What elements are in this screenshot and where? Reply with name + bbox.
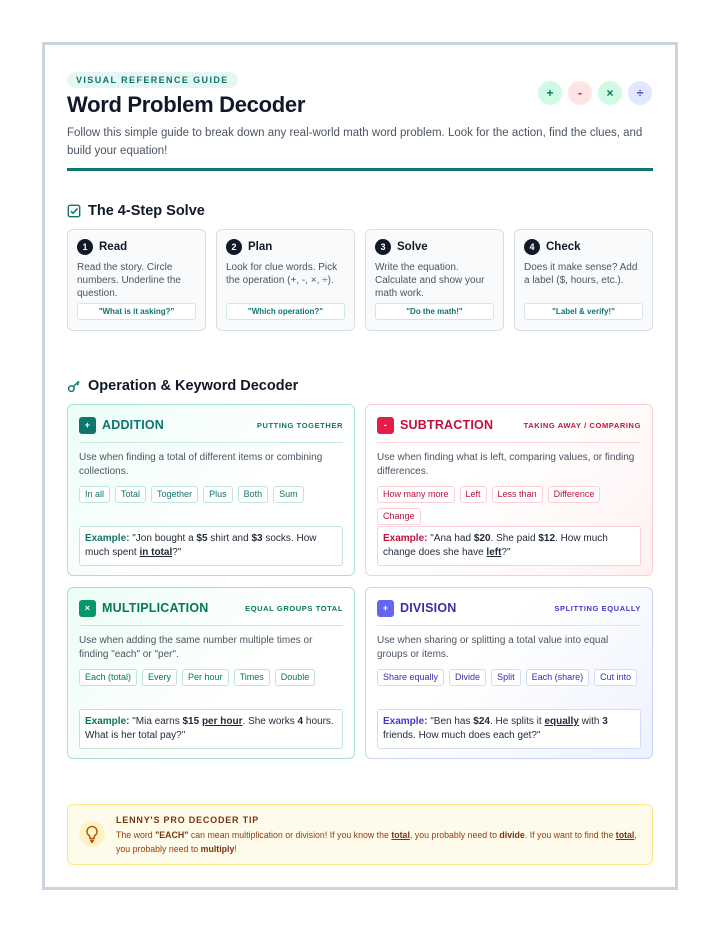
step-title: Check	[546, 241, 581, 253]
tip-title: LENNY'S PRO DECODER TIP	[116, 815, 260, 825]
step-number: 1	[77, 239, 93, 255]
times-icon: ×	[79, 600, 96, 617]
keyword-chips	[79, 669, 343, 686]
plus-icon: +	[79, 417, 96, 434]
header-divider	[67, 168, 653, 171]
keyword-chip: Split	[491, 669, 521, 686]
intro-text: Follow this simple guide to break down any real-world math word problem. Look for the action, find the clues, and build your equation!	[67, 127, 643, 157]
step-tag: "Do the math!"	[375, 303, 494, 320]
example-text: socks. How much spent	[85, 533, 317, 558]
card-divider	[377, 442, 641, 443]
card-title: DIVISION	[400, 601, 457, 615]
keyword-chip: Times	[234, 669, 270, 686]
example-text: "Ana had	[427, 533, 474, 544]
times-icon: ×	[598, 81, 622, 105]
step-title: Plan	[248, 241, 273, 253]
guide-badge: VISUAL REFERENCE GUIDE	[67, 72, 238, 88]
minus-icon: -	[568, 81, 592, 105]
card-subtitle: PUTTING TOGETHER	[256, 420, 343, 430]
tip-text: , you probably need to	[409, 830, 500, 840]
example-text: ?"	[501, 547, 511, 558]
keyword-chips	[377, 669, 641, 686]
tip-body	[116, 828, 646, 856]
tip-keyword: multiply	[200, 844, 235, 854]
key-icon	[67, 379, 81, 393]
card-desc: Use when adding the same number multiple times or finding "each" or "per".	[79, 635, 313, 660]
card-subtitle: TAKING AWAY / COMPARING	[523, 420, 641, 430]
card-title: ADDITION	[102, 418, 165, 432]
minus-icon: -	[377, 417, 394, 434]
step-card-read	[67, 229, 206, 331]
example-box	[79, 709, 343, 749]
keyword-chip: Less than	[492, 486, 543, 503]
example-value: $12	[538, 533, 556, 544]
card-title: SUBTRACTION	[400, 418, 494, 432]
keyword-chip: Difference	[548, 486, 601, 503]
keyword-chip: In all	[79, 486, 110, 503]
keyword-chip: Cut into	[594, 669, 637, 686]
card-title: MULTIPLICATION	[102, 601, 209, 615]
example-box	[377, 709, 641, 749]
step-title: Read	[99, 241, 128, 253]
keyword-chip: Left	[460, 486, 487, 503]
example-value: $24	[473, 716, 490, 727]
card-subtitle: SPLITTING EQUALLY	[554, 603, 641, 613]
example-value: $3	[251, 533, 263, 544]
example-keyword: left	[486, 547, 502, 558]
keyword-chip: Each (share)	[526, 669, 590, 686]
step-number: 4	[524, 239, 540, 255]
pro-tip-box	[67, 804, 653, 865]
card-desc: Use when sharing or splitting a total value into equal groups or items.	[377, 635, 609, 660]
example-text: ?"	[172, 547, 182, 558]
step-desc: Look for clue words. Pick the operation (+, -, ×, ÷).	[226, 262, 338, 286]
keyword-chip: Both	[238, 486, 269, 503]
keyword-chip: Plus	[203, 486, 233, 503]
tip-text: The word	[116, 830, 156, 840]
example-box	[377, 526, 641, 566]
keyword-chip: Total	[115, 486, 146, 503]
step-desc: Does it make sense? Add a label ($, hours, etc.).	[524, 262, 638, 286]
tip-text: . If you want to find the	[524, 830, 616, 840]
example-value: $15	[182, 716, 200, 727]
lightbulb-icon	[79, 821, 105, 847]
keyword-chip: Sum	[273, 486, 304, 503]
example-box	[79, 526, 343, 566]
tip-keyword: total	[615, 830, 635, 840]
card-divider	[79, 442, 343, 443]
keyword-chip: Per hour	[182, 669, 229, 686]
step-tag: "What is it asking?"	[77, 303, 196, 320]
card-divider	[377, 625, 641, 626]
step-card-plan	[216, 229, 355, 331]
tip-text: !	[234, 844, 237, 854]
example-label: Example:	[383, 533, 428, 544]
step-number: 3	[375, 239, 391, 255]
keyword-chips	[377, 486, 641, 525]
subtraction-card	[365, 404, 653, 576]
decoder-heading	[67, 378, 298, 394]
example-text: "Jon bought a	[129, 533, 197, 544]
card-subtitle: EQUAL GROUPS TOTAL	[245, 603, 343, 613]
page-title: Word Problem Decoder	[67, 92, 306, 117]
card-desc: Use when finding what is left, comparing values, or finding differences.	[377, 452, 635, 477]
card-divider	[79, 625, 343, 626]
multiplication-card	[67, 587, 355, 759]
divide-icon: +	[377, 600, 394, 617]
keyword-chip: Change	[377, 508, 421, 525]
step-card-solve	[365, 229, 504, 331]
steps-heading	[67, 203, 205, 219]
example-value: 3	[602, 716, 608, 727]
step-tag: "Label & verify!"	[524, 303, 643, 320]
step-title: Solve	[397, 241, 428, 253]
example-value: $5	[196, 533, 208, 544]
checkbox-icon	[67, 204, 81, 218]
example-text: friends. How much does each get?"	[383, 730, 541, 741]
card-desc: Use when finding a total of different items or combining collections.	[79, 452, 323, 477]
example-label: Example:	[85, 716, 130, 727]
example-keyword: per hour	[201, 716, 243, 727]
operator-icons	[538, 81, 652, 105]
step-desc: Read the story. Circle numbers. Underline the question.	[77, 262, 181, 299]
example-value: 4	[297, 716, 304, 727]
keyword-chip: How many more	[377, 486, 455, 503]
example-label: Example:	[383, 716, 428, 727]
steps-heading-text: The 4-Step Solve	[88, 203, 205, 219]
steps-row	[67, 229, 653, 331]
keyword-chip: Double	[275, 669, 316, 686]
example-keyword: equally	[544, 716, 579, 727]
tip-keyword: divide	[499, 830, 525, 840]
decoder-heading-text: Operation & Keyword Decoder	[88, 378, 299, 394]
example-text: . She works	[242, 716, 298, 727]
example-keyword: in total	[139, 547, 173, 558]
example-text: "Ben has	[427, 716, 474, 727]
keyword-chips	[79, 486, 343, 503]
example-label: Example:	[85, 533, 130, 544]
keyword-chip: Divide	[449, 669, 486, 686]
step-card-check	[514, 229, 653, 331]
step-desc: Write the equation. Calculate and show your math work.	[375, 262, 485, 299]
keyword-chip: Share equally	[377, 669, 444, 686]
example-text: . How much change does she have	[383, 533, 608, 558]
keyword-chip: Each (total)	[79, 669, 137, 686]
keyword-chip: Every	[142, 669, 177, 686]
example-text: "Mia earns	[129, 716, 183, 727]
divide-icon: ÷	[628, 81, 652, 105]
example-text: with	[578, 716, 603, 727]
step-tag: "Which operation?"	[226, 303, 345, 320]
tip-keyword: "EACH"	[155, 830, 189, 840]
example-value: $20	[473, 533, 491, 544]
example-text: shirt and	[207, 533, 252, 544]
tip-text: can mean multiplication or division! If you know the	[188, 830, 392, 840]
example-text: . He splits it	[489, 716, 545, 727]
tip-text: , you probably need to	[116, 830, 637, 854]
example-text: hours. What is her total pay?"	[85, 716, 334, 741]
division-card	[365, 587, 653, 759]
addition-card	[67, 404, 355, 576]
keyword-chip: Together	[151, 486, 198, 503]
plus-icon: +	[538, 81, 562, 105]
tip-keyword: total	[391, 830, 410, 840]
example-text: . She paid	[490, 533, 539, 544]
step-number: 2	[226, 239, 242, 255]
